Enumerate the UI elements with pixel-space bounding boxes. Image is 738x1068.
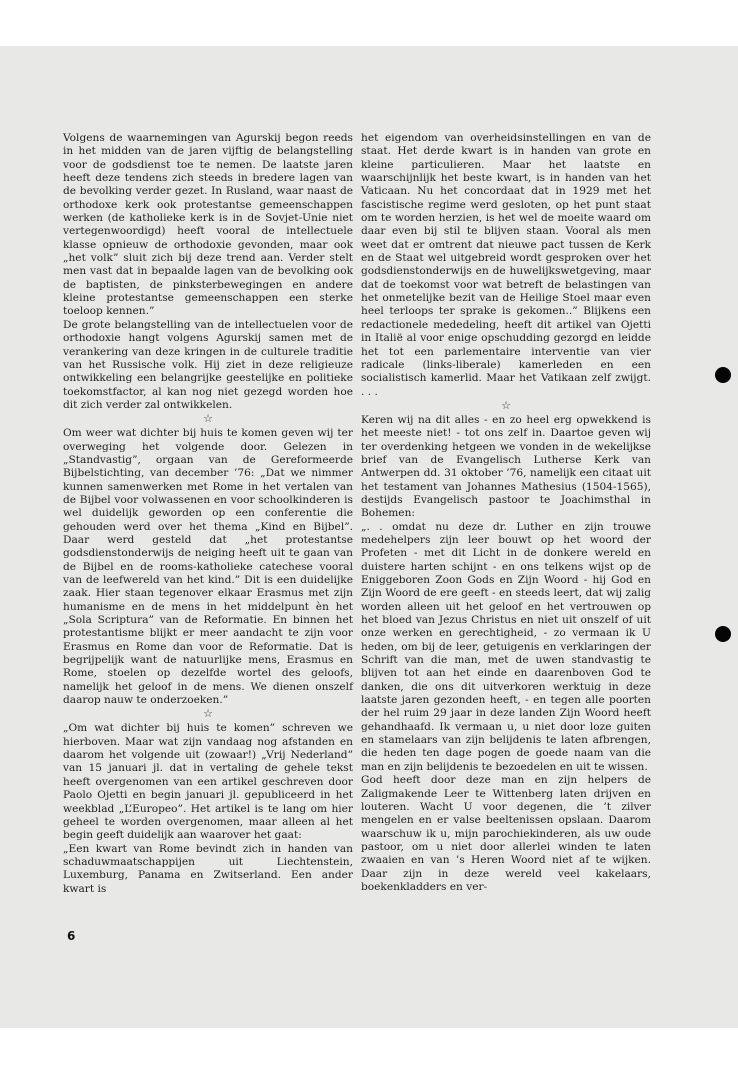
left-paragraph-1: Volgens de waarnemingen van Agurskij begon reeds in het midden van de jaren vijftig de belangstelling voor de godsdienst toe te nemen. De laatste jaren heeft deze tendens zich steeds in bredere lagen van de bevolking verder gezet. In Rusland, waar naast de orthodoxe kerk ook protestantse gemeenschappen werken (de katholieke kerk is in de Sovjet-Unie niet vertegenwoordigd) heeft vooral de intellectuele klasse opnieuw de orthodoxie gevonden, maar ook „het volk” sluit zich bij deze trend aan. Verder stelt men vast dat in bepaalde lagen van de bevolking ook de baptisten, de pinksterbewegingen en andere kleine protestantse gemeenschappen een sterke toeloop kennen.” xyxy=(63,132,353,318)
left-column xyxy=(63,132,353,896)
scan-bottom-margin xyxy=(0,1028,738,1068)
section-star-divider: ☆ xyxy=(203,412,213,426)
right-paragraph-3: „. . omdat nu deze dr. Luther en zijn trouwe medehelpers zijn leer bouwt op het woord der Profeten - met dit Licht in de donkere wereld en duistere harten schijnt - en ons telkens wijst op de Eniggeboren Zoon Gods en Zijn Woord - hij God en Zijn Woord de ere geeft - en steeds leert, dat wij zalig worden alleen uit het geloof en het vertrouwen op het bloed van Jezus Christus en niet uit onszelf of uit onze werken en gerechtigheid, - zo vermaan ik U heden, om bij de leer, getuigenis en verklaringen der Schrift van die man, met de uwen standvastig te blijven tot aan het einde en daarenboven God te danken, die ons dit uitverkoren werktuig in deze laatste jaren gezonden heeft, - en tegen alle poorten der hel ruim 29 jaar in deze landen Zijn Woord heeft gehandhaafd. Ik vermaan u, u niet door loze guiten en stamelaars van zijn belijdenis te laten afbrengen, die heden ten dage pogen de goede naam van die man en zijn belijdenis te bezoedelen en uit te wissen. xyxy=(361,520,651,773)
left-paragraph-5: „Een kwart van Rome bevindt zich in handen van schaduwmaatschappijen uit Liechtenstein, Luxemburg, Panama en Zwitserland. Een ander kwart is xyxy=(63,842,353,895)
punch-hole xyxy=(715,626,731,642)
right-paragraph-4: God heeft door deze man en zijn helpers de Zaligmakende Leer te Wittenberg laten drijven en louteren. Wacht U voor degenen, die ’t zilver mengelen en er valse beeltenissen opslaan. Daarom waarschuw ik u, mijn parochiekinderen, als uw oude pastoor, om u niet door allerlei winden te laten zwaaien en van ’s Heren Woord niet af te wijken. Daar zijn in deze wereld veel kakelaars, boekenkladders en ver- xyxy=(361,774,651,893)
punch-hole xyxy=(715,367,731,383)
right-paragraph-1: het eigendom van overheidsinstellingen en van de staat. Het derde kwart is in handen van grote en kleine particulieren. Maar het laatste en waarschijnlijk het beste kwart, is in handen van het Vaticaan. Nu het concordaat dat in 1929 met het fascistische regime werd gesloten, op het punt staat om te worden herzien, is het wel de moeite waard om daar even bij stil te blijven staan. Vooral als men weet dat er omtrent dat nieuwe pact tussen de Kerk en de Staat wel uitgebreid wordt gesproken over het godsdienstonderwijs en de huwelijkswetgeving, maar dat de toekomst voor wat betreft de belastingen van het onmetelijke bezit van de Heilige Stoel maar even heel terloops ter sprake is gekomen..” Blijkens een redactionele mededeling, heeft dit artikel van Ojetti in Italië al voor enige opschudding gezorgd en leidde het tot een parlementaire interventie van vier radicale (links-liberale) kamerleden en een socialistisch kamerlid. Maar het Vatikaan zelf zwijgt. . . . xyxy=(361,132,651,398)
section-star-divider: ☆ xyxy=(203,707,213,721)
left-paragraph-2: De grote belangstelling van de intellectuelen voor de orthodoxie hangt volgens Agurskij samen met de verankering van deze kringen in de culturele traditie van het Russische volk. Hij ziet in deze religieuze ontwikkeling een belangrijke geestelijke en politieke toekomstfactor, al kan nog niet gezegd worden hoe dit zich verder zal ontwikkelen. xyxy=(63,318,353,411)
page-number: 6 xyxy=(67,929,76,943)
left-paragraph-3: Om weer wat dichter bij huis te komen geven wij ter overweging het volgende door. Gelezen in „Standvastig”, orgaan van de Gereformeerde Bijbelstichting, van december ’76: „Dat we nimmer kunnen samenwerken met Rome in het vertalen van de Bijbel voor volwassenen en voor schoolkinderen is wel duidelijk geworden op een conferentie die gehouden werd over het thema „Kind en Bijbel”. Daar werd gesteld dat „het protestantse godsdienstonderwijs de neiging heeft uit te gaan van de Bijbel en de rooms-katholieke catechese vooral van de leefwereld van het kind.” Dit is een duidelijke zaak. Hier staan tegenover elkaar Erasmus met zijn humanisme en de mens in het middelpunt èn het „Sola Scriptura” van de Reformatie. En binnen het protestantisme blijkt er meer aandacht te zijn voor Erasmus en Rome dan voor de Reformatie. Dat is begrijpelijk want de natuurlijke mens, Erasmus en Rome, stoelen op dezelfde wortel des geloofs, namelijk het geloof in de mens. We dienen onszelf daarop nauw te onderzoeken.” xyxy=(63,427,353,707)
section-star-divider: ☆ xyxy=(501,398,511,412)
right-paragraph-2: Keren wij na dit alles - en zo heel erg opwekkend is het meeste niet! - tot ons zelf in. Daartoe geven wij ter overdenking hetgeen we vonden in de wekelijkse brief van de Evangelisch Lutherse Kerk van Antwerpen dd. 31 oktober ’76, namelijk een citaat uit het testament van Johannes Mathesius (1504-1565), destijds Evangelisch pastoor te Joachimsthal in Bohemen: xyxy=(361,413,651,520)
left-paragraph-4: „Om wat dichter bij huis te komen” schreven we hierboven. Maar wat zijn vandaag nog afstanden en daarom het volgende uit (zowaar!) „Vrij Nederland” van 15 januari jl. dat in vertaling de gehele tekst heeft overgenomen van een artikel geschreven door Paolo Ojetti en begin januari jl. gepubliceerd in het weekblad „L’Europeo”. Het artikel is te lang om hier geheel te worden overgenomen, maar alleen al het begin geeft duidelijk aan waarover het gaat: xyxy=(63,722,353,842)
scan-top-margin xyxy=(0,0,738,46)
right-column xyxy=(361,132,651,894)
